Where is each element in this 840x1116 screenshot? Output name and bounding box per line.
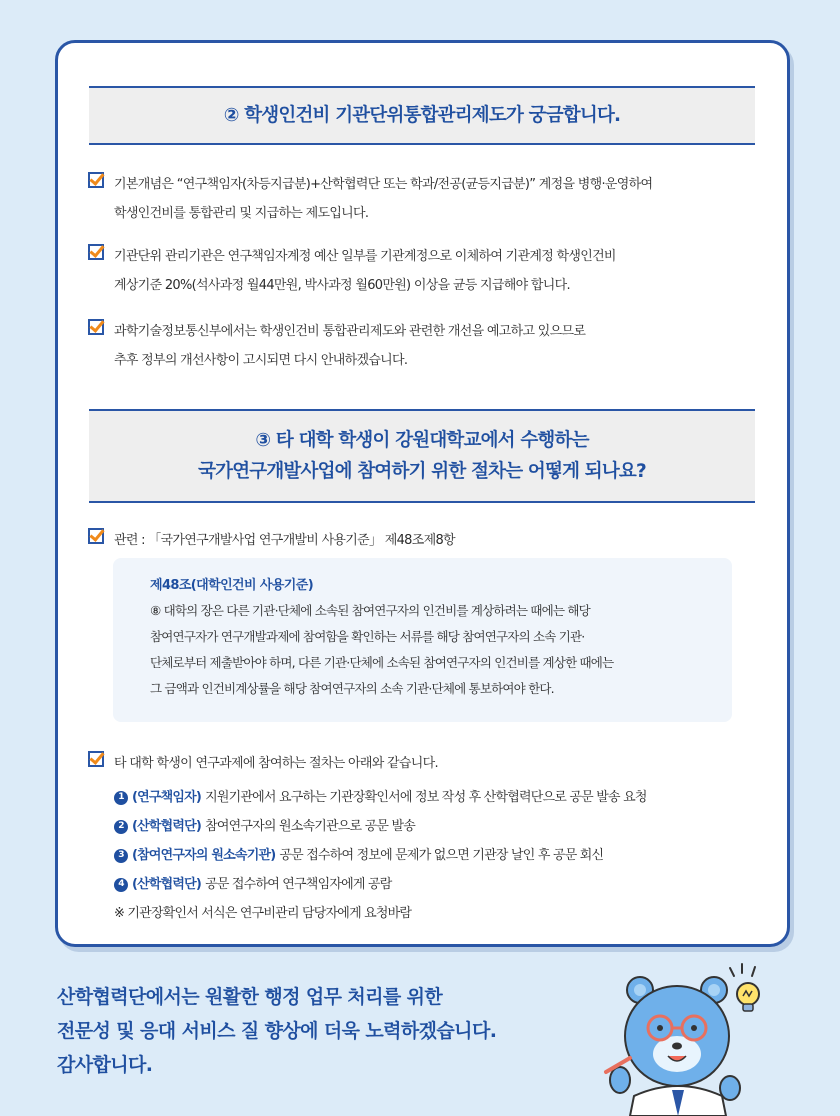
section2-item-3 xyxy=(88,317,768,375)
section3-heading xyxy=(89,409,755,503)
item-line: 기관단위 관리기관은 연구책임자계정 예산 일부를 기관계정으로 이체하여 기관계정 학생인건비 xyxy=(114,249,616,264)
closing-line: 감사합니다. xyxy=(57,1054,153,1076)
step-text: 공문 접수하여 연구책임자에게 공람 xyxy=(205,877,392,892)
step-number-icon: 2 xyxy=(114,820,128,834)
item-line: 과학기술정보통신부에서는 학생인건비 통합관리제도와 관련한 개선을 예고하고 있으므로 xyxy=(114,324,586,339)
step-1 xyxy=(114,783,647,812)
section2-item-2 xyxy=(88,242,768,300)
item-line: 기본개념은 “연구책임자(차등지급분)+산학협력단 또는 학과/전공(균등지급분)” 계정을 병행·운영하여 xyxy=(114,177,653,192)
section2-heading xyxy=(89,86,755,145)
step-text: 참여연구자의 원소속기관으로 공문 발송 xyxy=(205,819,415,834)
note-text: ※ 기관장확인서 서식은 연구비관리 담당자에게 요청바람 xyxy=(114,906,412,921)
quote-line: 단체로부터 제출받아야 하며, 다른 기관·단체에 소속된 참여연구자의 인건비를 계상한 때에는 xyxy=(150,655,614,670)
closing-line: 전문성 및 응대 서비스 질 향상에 더욱 노력하겠습니다. xyxy=(57,1020,497,1042)
section3-related xyxy=(88,526,768,555)
quote-title: 제48조(대학인건비 사용기준) xyxy=(150,578,314,593)
step-2 xyxy=(114,812,647,841)
check-box-icon xyxy=(88,528,104,544)
step-number-icon: 1 xyxy=(114,791,128,805)
item-line: 학생인건비를 통합관리 및 지급하는 제도입니다. xyxy=(114,206,369,221)
related-law: 관련 : 「국가연구개발사업 연구개발비 사용기준」 제48조제8항 xyxy=(114,533,455,548)
procedure-intro: 타 대학 학생이 연구과제에 참여하는 절차는 아래와 같습니다. xyxy=(114,756,438,771)
check-box-icon xyxy=(88,751,104,767)
step-4 xyxy=(114,870,647,899)
step-tag: (산학협력단) xyxy=(132,877,202,892)
step-3 xyxy=(114,841,647,870)
check-box-icon xyxy=(88,319,104,335)
lightbulb-icon xyxy=(730,964,759,1011)
section3-procedure xyxy=(88,749,768,778)
section3-title-line: ③ 타 대학 학생이 강원대학교에서 수행하는 xyxy=(255,430,589,451)
quote-line: 참여연구자가 연구개발과제에 참여함을 확인하는 서류를 해당 참여연구자의 소속 기관· xyxy=(150,629,585,644)
item-line: 계상기준 20%(석사과정 월44만원, 박사과정 월60만원) 이상을 균등 지급해야 합니다. xyxy=(114,278,570,293)
quote-line: 그 금액과 인건비계상률을 해당 참여연구자의 소속 기관·단체에 통보하여야 한다. xyxy=(150,681,554,696)
step-text: 지원기관에서 요구하는 기관장확인서에 정보 작성 후 산학협력단으로 공문 발송 요청 xyxy=(205,790,647,805)
closing-line: 산학협력단에서는 원활한 행정 업무 처리를 위한 xyxy=(57,986,443,1008)
bear-mascot-icon xyxy=(600,962,760,1116)
closing-message xyxy=(57,980,496,1082)
item-line: 추후 정부의 개선사항이 고시되면 다시 안내하겠습니다. xyxy=(114,353,408,368)
step-number-icon: 4 xyxy=(114,878,128,892)
law-quote-box xyxy=(113,558,732,722)
step-number-icon: 3 xyxy=(114,849,128,863)
check-box-icon xyxy=(88,172,104,188)
section2-title: ② 학생인건비 기관단위통합관리제도가 궁금합니다. xyxy=(223,105,621,126)
section2-item-1 xyxy=(88,170,768,228)
step-tag: (참여연구자의 원소속기관) xyxy=(132,848,276,863)
notice-card xyxy=(55,40,790,947)
procedure-note xyxy=(114,899,647,928)
section3-title-line: 국가연구개발사업에 참여하기 위한 절차는 어떻게 되나요? xyxy=(198,461,646,482)
step-tag: (산학협력단) xyxy=(132,819,202,834)
quote-line: ⑧ 대학의 장은 다른 기관·단체에 소속된 참여연구자의 인건비를 계상하려는 때에는 해당 xyxy=(150,603,590,618)
step-text: 공문 접수하여 정보에 문제가 없으면 기관장 날인 후 공문 회신 xyxy=(279,848,604,863)
step-tag: (연구책임자) xyxy=(132,790,202,805)
procedure-steps xyxy=(114,783,647,928)
check-box-icon xyxy=(88,244,104,260)
